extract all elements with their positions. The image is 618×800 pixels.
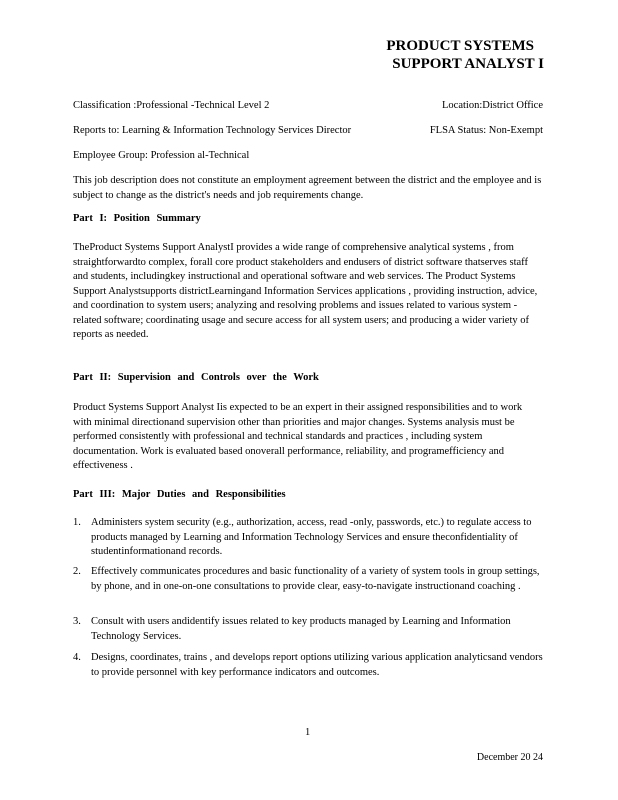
duty-number: 3. (73, 616, 81, 627)
duty-text: Designs, coordinates, trains , and develops report options utilizing various application analyticsand vendors to provide personnel with key performance indicators and outcomes. (91, 652, 543, 678)
part3-heading: Part III: Major Duties and Responsibilities (73, 489, 286, 500)
duty-item (73, 565, 543, 594)
location: Location:District Office (442, 100, 543, 111)
duty-number: 1. (73, 517, 81, 528)
part2-heading: Part II: Supervision and Controls over the Work (73, 372, 319, 383)
part1-heading: Part I: Position Summary (73, 213, 201, 224)
employee-group: Employee Group: Profession al-Technical (73, 150, 250, 161)
page-number: 1 (305, 727, 311, 738)
duty-item (73, 651, 543, 680)
classification: Classification :Professional -Technical Level 2 (73, 100, 270, 111)
duty-text: Consult with users andidentify issues related to key products managed by Learning and Information Technology Services. (91, 616, 511, 642)
duty-number: 4. (73, 652, 81, 663)
duty-item (73, 516, 543, 560)
duty-text: Administers system security (e.g., authorization, access, read -only, passwords, etc.) to regulate access to products managed by Learning and Information Technology Services and ensure theconfidentiality of studentinformationand records. (91, 517, 532, 557)
duty-item (73, 615, 543, 644)
document-title-line-2: SUPPORT ANALYST I (392, 56, 544, 72)
part2-text: Product Systems Support Analyst Iis expected to be an expert in their assigned responsibilities and to work with minimal directionand supervision other than priorities and major changes. Systems analysis must be performed consistently with professional and technical standards and practices , including system documentation. Work is evaluated based onoverall performance, reliability, and programefficiency and effectiveness . (73, 402, 523, 471)
flsa-status: FLSA Status: Non-Exempt (429, 125, 543, 136)
duty-text: Effectively communicates procedures and basic functionality of a variety of system tools in group settings, by phone, and in one-on-one consultations to provide clear, easy-to-navigate instructionand coaching . (91, 566, 540, 592)
footer-date: December 20 24 (476, 752, 543, 763)
duty-number: 2. (73, 566, 81, 577)
reports-to: Reports to: Learning & Information Technology Services Director (73, 125, 352, 136)
disclaimer: This job description does not constitute an employment agreement between the district and the employee and is subject to change as the district's needs and job requirements change. (73, 175, 542, 201)
document-title-line-1: PRODUCT SYSTEMS (386, 38, 534, 54)
part1-text: TheProduct Systems Support AnalystI provides a wide range of comprehensive analytical systems , from straightforwardto complex, forall core product stakeholders and endusers of district software thatserves staff and students, includingkey instructional and operational software and web services. The Product Systems Support Analystsupports districtLearningand Information Services applications , providing instruction, advice, and coordination to system users; analyzing and resolving problems and issues related to various system -related software; coordinating usage and secure access for all system users; and producing a wider variety of reports as needed. (73, 242, 538, 340)
